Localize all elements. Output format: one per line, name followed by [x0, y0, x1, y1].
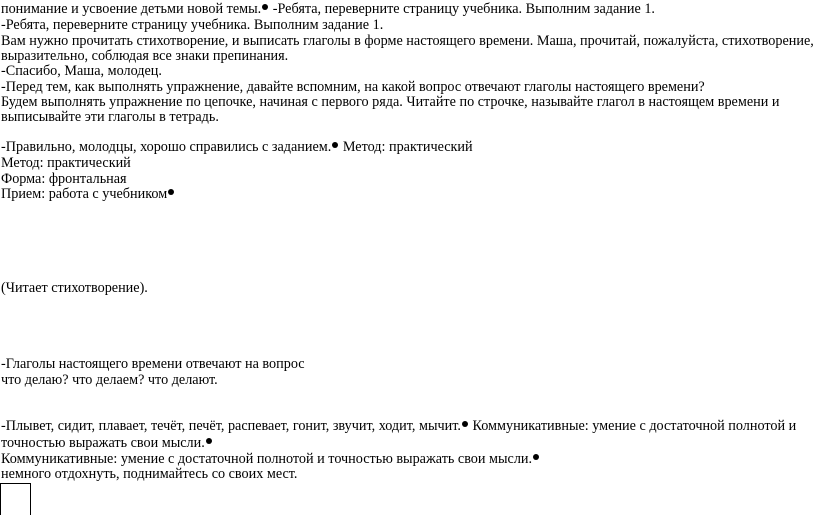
line-17-text: точностью выражать свои мысли. — [1, 435, 205, 451]
line-12-text: Прием: работа с учебником — [1, 186, 168, 202]
empty-frame-box — [0, 483, 31, 515]
bullet-icon — [332, 142, 338, 148]
line-18-text: Коммуникативные: умение с достаточной полнотой и точностью выражать свои мысли. — [1, 451, 533, 467]
text-line-12 — [1, 185, 175, 203]
text-line-14: -Глаголы настоящего времени отвечают на вопрос — [1, 356, 305, 372]
text-line-11: Форма: фронтальная — [1, 171, 127, 187]
text-line-5: -Спасибо, Маша, молодец. — [1, 63, 162, 79]
text-line-15: что делаю? что делаем? что делают. — [1, 372, 218, 388]
bullet-icon — [533, 454, 539, 460]
bullet-icon — [168, 189, 174, 195]
text-line-2: -Ребята, переверните страницу учебника. Выполним задание 1. — [1, 17, 384, 33]
text-line-3: Вам нужно прочитать стихотворение, и выписать глаголы в форме настоящего времени. Маша, прочитай, пожалуйста, стихотворение, — [1, 33, 814, 49]
text-line-6: -Перед тем, как выполнять упражнение, давайте вспомним, на какой вопрос отвечают глаголы настоящего времени? — [1, 79, 705, 95]
text-line-19: немного отдохнуть, поднимайтесь со своих мест. — [1, 466, 298, 482]
line-9-part-a: -Правильно, молодцы, хорошо справились с заданием. — [1, 139, 332, 155]
bullet-icon — [462, 421, 468, 427]
bullet-icon — [262, 4, 268, 10]
line-9-part-b: Метод: практический — [339, 139, 473, 155]
line-1-part-a: понимание и усвоение детьми новой темы. — [1, 1, 262, 17]
line-16-part-b: Коммуникативные: умение с достаточной полнотой и — [468, 418, 797, 434]
line-16-part-a: -Плывет, сидит, плавает, течёт, печёт, распевает, гонит, звучит, ходит, мычит. — [1, 418, 461, 434]
text-line-8: выписывайте эти глаголы в тетрадь. — [1, 109, 219, 125]
text-line-13: (Читает стихотворение). — [1, 280, 148, 296]
text-line-10: Метод: практический — [1, 155, 131, 171]
text-line-4: выразительно, соблюдая все знаки препинания. — [1, 48, 289, 64]
bullet-icon — [206, 438, 212, 444]
line-1-part-b: -Ребята, переверните страницу учебника. Выполним задание 1. — [269, 1, 655, 17]
text-line-16 — [1, 417, 796, 435]
text-line-7: Будем выполнять упражнение по цепочке, начиная с первого ряда. Читайте по строчке, называйте глагол в настоящем времени и — [1, 94, 780, 110]
